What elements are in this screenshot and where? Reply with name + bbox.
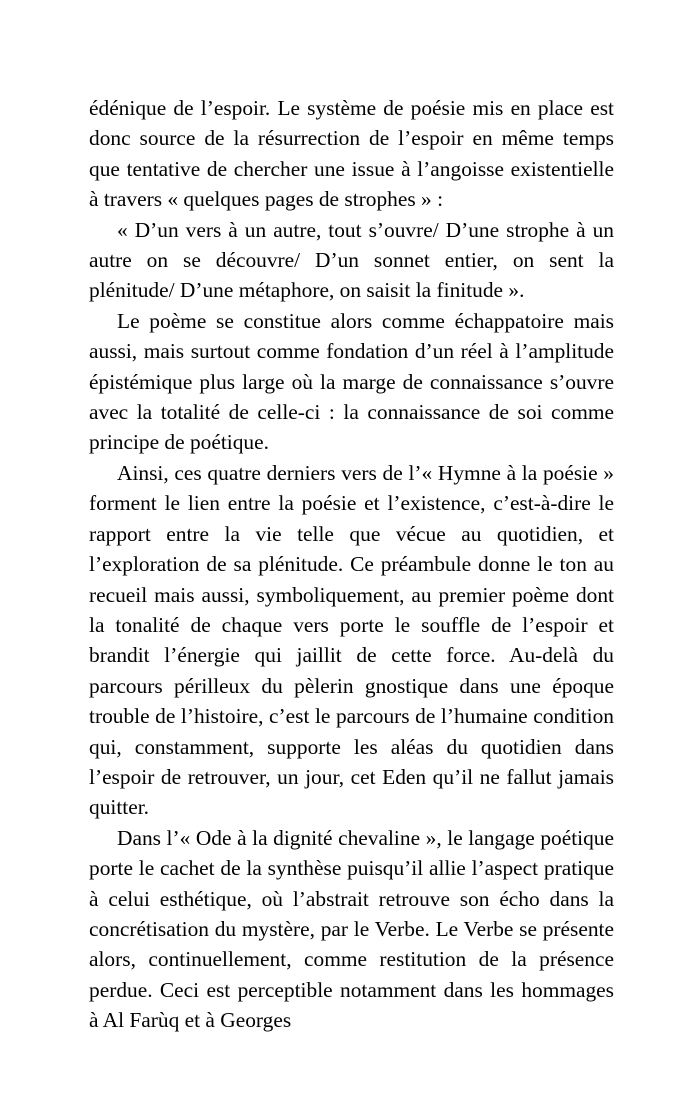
paragraph-ode: Dans l’« Ode à la dignité chevaline », le langage poétique porte le cachet de la synthèse puisqu’il allie l’aspect pratique à celui esthétique, où l’abstrait retrouve son écho dans la concrétisation du mystère, par le Verbe. Le Verbe se présente alors, continuellement, comme restitution de la présence perdue. Ceci est perceptible notamment dans les hommages à Al Farùq et à Georges xyxy=(89,825,614,1033)
paragraph-quote: « D’un vers à un autre, tout s’ouvre/ D’une strophe à un autre on se découvre/ D’un sonnet entier, on sent la plénitude/ D’une métaphore, on saisit la finitude ». xyxy=(89,217,614,303)
page-body xyxy=(89,93,614,1036)
paragraph-poem-escape: Le poème se constitue alors comme échappatoire mais aussi, mais surtout comme fondation d’un réel à l’amplitude épistémique plus large où la marge de connaissance s’ouvre avec la totalité de celle-ci : la connaissance de soi comme principe de poétique. xyxy=(89,308,614,455)
paragraph-continuation: édénique de l’espoir. Le système de poésie mis en place est donc source de la résurrection de l’espoir en même temps que tentative de chercher une issue à l’angoisse existentielle à travers « quelques pages de strophes » : xyxy=(89,96,614,212)
paragraph-hymne: Ainsi, ces quatre derniers vers de l’« Hymne à la poésie » forment le lien entre la poésie et l’existence, c’est-à-dire le rapport entre la vie telle que vécue au quotidien, et l’exploration de sa plénitude. Ce préambule donne le ton au recueil mais aussi, symboliquement, au premier poème dont la tonalité de chaque vers porte le souffle de l’espoir et brandit l’énergie qui jaillit de cette force. Au-delà du parcours périlleux du pèlerin gnostique dans une époque trouble de l’histoire, c’est le parcours de l’humaine condition qui, constamment, supporte les aléas du quotidien dans l’espoir de retrouver, un jour, cet Eden qu’il ne fallut jamais quitter. xyxy=(89,460,614,820)
